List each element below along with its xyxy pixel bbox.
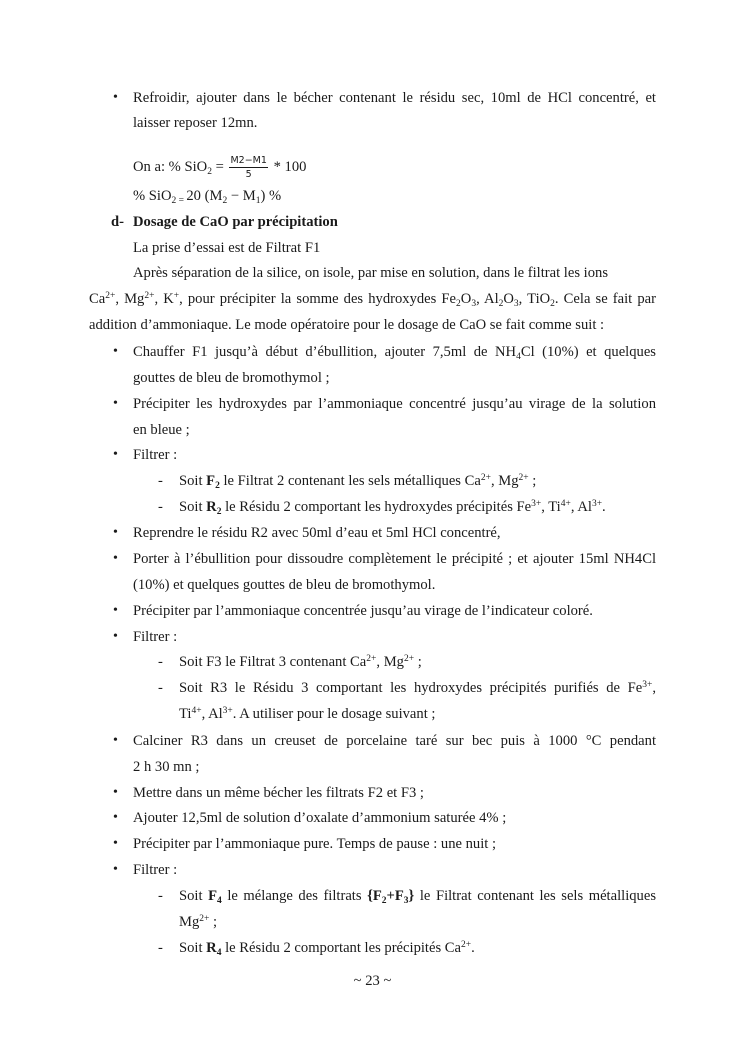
residu-r2-line: Soit $R_2$ le Résidu 2 comportant les hydroxydes précipités $Fe^{3+}$, $Ti^{4+}$, $Al^{3+}$. bbox=[179, 499, 606, 517]
equation-sio2-result: % SiO$_2$ $_=$ 20 $(M_2 - M_1)$ % bbox=[133, 188, 282, 206]
equation-sio2-formula: On a: % SiO$_2$ = $\frac{M2-M1}{5}$ * 100 bbox=[133, 155, 307, 180]
bullet-marker: • bbox=[113, 862, 118, 877]
filtrer2-label: Filtrer : bbox=[133, 629, 178, 645]
porter-line1: Porter à l’ébullition pour dissoudre complètement le précipité ; et ajouter 15ml NH4Cl bbox=[133, 551, 656, 567]
dash-marker: - bbox=[158, 499, 163, 515]
section-label: d- bbox=[111, 214, 124, 230]
bullet-marker: • bbox=[113, 810, 118, 825]
calciner-line1: Calciner R3 dans un creuset de porcelaine taré sur bec puis à 1000 °C pendant bbox=[133, 733, 656, 749]
bullet-marker: • bbox=[113, 551, 118, 566]
paragraph-line1: Après séparation de la silice, on isole, par mise en solution, dans le filtrat les ions bbox=[133, 265, 608, 281]
bullet-marker: • bbox=[113, 785, 118, 800]
residu-r3-line2: $Ti^{4+}$, $Al^{3+}$. A utiliser pour le dosage suivant ; bbox=[179, 706, 436, 722]
paragraph-line3: addition d’ammoniaque. Le mode opératoire pour le dosage de CaO se fait comme suit : bbox=[89, 317, 605, 333]
ajouter-line: Ajouter 12,5ml de solution d’oxalate d’ammonium saturée 4% ; bbox=[133, 810, 507, 826]
filtrat-f3-line: Soit F3 le Filtrat 3 contenant $Ca^{2+}$, $Mg^{2+}$ ; bbox=[179, 654, 422, 670]
bullet-marker: • bbox=[113, 447, 118, 462]
bullet-marker: • bbox=[113, 733, 118, 748]
filtrer1-label: Filtrer : bbox=[133, 447, 178, 463]
filtrat-f4-line2: $Mg^{2+}$ ; bbox=[179, 914, 218, 930]
prise-essai-text: La prise d’essai est de Filtrat F1 bbox=[133, 240, 321, 256]
calciner-line2: 2 h 30 mn ; bbox=[133, 759, 200, 775]
bullet-marker: • bbox=[113, 603, 118, 618]
porter-line2: (10%) et quelques gouttes de bleu de bromothymol. bbox=[133, 577, 436, 593]
dash-marker: - bbox=[158, 473, 163, 489]
dash-marker: - bbox=[158, 888, 163, 904]
refroidir-line1: Refroidir, ajouter dans le bécher contenant le résidu sec, 10ml de HCl concentré, et bbox=[133, 90, 656, 106]
reprendre-line: Reprendre le résidu R2 avec 50ml d’eau et 5ml HCl concentré, bbox=[133, 525, 501, 541]
precipiter2-line: Précipiter par l’ammoniaque concentrée jusqu’au virage de l’indicateur coloré. bbox=[133, 603, 593, 619]
page-number: ~ 23 ~ bbox=[353, 973, 392, 989]
dash-marker: - bbox=[158, 940, 163, 956]
filtrat-f2-line: Soit $F_2$ le Filtrat 2 contenant les sels métalliques $Ca^{2+}$, $Mg^{2+}$ ; bbox=[179, 473, 537, 491]
fraction: $\frac{M2-M1}{5}$ bbox=[230, 155, 267, 180]
refroidir-line2: laisser reposer 12mn. bbox=[133, 115, 258, 131]
filtrat-f4-line1: Soit $F_4$ le mélange des filtrats $\{F_2+F_3\}$ le Filtrat contenant les sels métalliques bbox=[179, 888, 657, 906]
dash-marker: - bbox=[158, 654, 163, 670]
residu-r3-line1: Soit R3 le Résidu 3 comportant les hydroxydes précipités purifiés de $Fe^{3+}$, bbox=[179, 680, 656, 696]
precipiter1-line2: en bleue ; bbox=[133, 422, 190, 438]
section-title: Dosage de CaO par précipitation bbox=[133, 214, 338, 230]
paragraph-line2: $Ca^{2+}$, $Mg^{2+}$, K+, pour précipiter la somme des hydroxydes $Fe_2O_3$, $Al_2O_3$, TiO$_2$. Cela se fait par bbox=[89, 291, 656, 309]
bullet-marker: • bbox=[113, 525, 118, 540]
dash-marker: - bbox=[158, 680, 163, 696]
bullet-marker: • bbox=[113, 344, 118, 359]
residu-r4-line: Soit $R_4$ le Résidu 2 comportant les précipités $Ca^{2+}$. bbox=[179, 940, 475, 958]
chauffer-line2: gouttes de bleu de bromothymol ; bbox=[133, 370, 330, 386]
filtrer3-label: Filtrer : bbox=[133, 862, 178, 878]
chauffer-line1: Chauffer F1 jusqu’à début d’ébullition, ajouter 7,5ml de $NH_4Cl$ (10%) et quelques bbox=[133, 344, 656, 362]
bullet-marker: • bbox=[113, 396, 118, 411]
mettre-line: Mettre dans un même bécher les filtrats F2 et F3 ; bbox=[133, 785, 424, 801]
bullet-marker: • bbox=[113, 836, 118, 851]
precipiter1-line1: Précipiter les hydroxydes par l’ammoniaque concentré jusqu’au virage de la solution bbox=[133, 396, 656, 412]
bullet-marker: • bbox=[113, 90, 118, 105]
bullet-marker: • bbox=[113, 629, 118, 644]
precipiter3-line: Précipiter par l’ammoniaque pure. Temps de pause : une nuit ; bbox=[133, 836, 497, 852]
